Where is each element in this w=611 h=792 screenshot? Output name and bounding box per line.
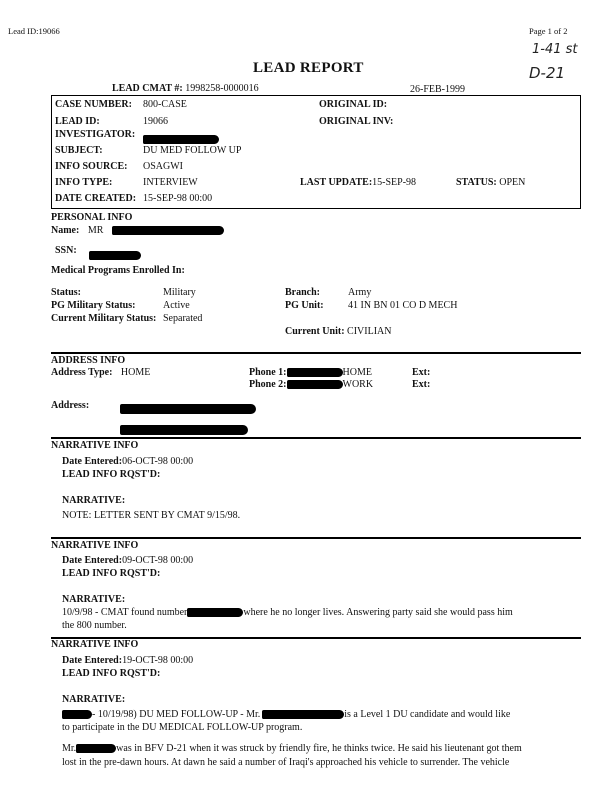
name-prefix: MR bbox=[87, 225, 104, 236]
narrative-2-line-2: the 800 number. bbox=[62, 620, 127, 631]
current-unit-value: CIVILIAN bbox=[347, 326, 392, 337]
info-source-label: INFO SOURCE: bbox=[55, 161, 128, 172]
investigator-label: INVESTIGATOR: bbox=[55, 129, 136, 140]
status-field-label: Status: bbox=[51, 287, 82, 298]
date-created-label: DATE CREATED: bbox=[55, 193, 137, 204]
current-unit-label: Current Unit: bbox=[285, 326, 345, 337]
address-type-value: HOME bbox=[120, 367, 151, 378]
phone-2-type: WORK bbox=[342, 379, 374, 390]
original-id-label: ORIGINAL ID: bbox=[319, 99, 388, 110]
ssn-redaction bbox=[89, 246, 141, 264]
info-source-value: OSAGWI bbox=[143, 161, 183, 172]
narrative-2-rule bbox=[51, 537, 581, 539]
narrative-2-heading: NARRATIVE INFO bbox=[51, 540, 139, 551]
status-label: STATUS: bbox=[456, 177, 497, 188]
cmat-value: 1998258-0000016 bbox=[185, 83, 259, 94]
narrative-3-date bbox=[62, 655, 193, 666]
cmat-label: LEAD CMAT #: bbox=[112, 83, 183, 94]
phone-2-row bbox=[249, 379, 373, 390]
narrative-3-line-3 bbox=[62, 743, 522, 754]
narrative-2-text-b: where he no longer lives. Answering party said she would pass him bbox=[243, 607, 513, 618]
current-military-status-value: Separated bbox=[163, 313, 203, 324]
page-number: Page 1 of 2 bbox=[529, 26, 568, 36]
case-box-bottom-rule bbox=[51, 208, 581, 209]
name-redaction bbox=[112, 226, 224, 235]
narrative-1-text: NOTE: LETTER SENT BY CMAT 9/15/98. bbox=[62, 510, 241, 521]
status-value: OPEN bbox=[499, 177, 526, 188]
address-info-heading: ADDRESS INFO bbox=[51, 355, 126, 366]
name-row bbox=[51, 225, 224, 236]
narrative-3-date-label: Date Entered: bbox=[62, 655, 123, 666]
narrative-2-line-1 bbox=[62, 607, 513, 618]
narrative-3-rqst-label: LEAD INFO RQST'D: bbox=[62, 668, 161, 679]
address-label: Address: bbox=[51, 400, 90, 411]
address-type-label: Address Type: bbox=[51, 367, 113, 378]
pg-military-status-label: PG Military Status: bbox=[51, 300, 136, 311]
handwritten-note-1: 1-41 st bbox=[532, 42, 578, 57]
lead-id-label: LEAD ID: bbox=[55, 116, 100, 127]
narrative-3-text-1b: is a Level 1 DU candidate and would like bbox=[344, 709, 511, 720]
address-redaction-1 bbox=[120, 400, 256, 418]
last-update-value: 15-SEP-98 bbox=[372, 177, 417, 188]
narrative-2-rqst-label: LEAD INFO RQST'D: bbox=[62, 568, 161, 579]
narrative-3-heading: NARRATIVE INFO bbox=[51, 639, 139, 650]
narrative-2-redaction bbox=[187, 608, 243, 617]
status-field-value: Military bbox=[163, 287, 196, 298]
pg-military-status-value: Active bbox=[163, 300, 190, 311]
report-date: 26-FEB-1999 bbox=[410, 84, 465, 95]
address-type-row bbox=[51, 367, 150, 378]
case-box-right-rule bbox=[580, 96, 581, 209]
subject-value: DU MED FOLLOW UP bbox=[143, 145, 242, 156]
lead-id-value: 19066 bbox=[143, 116, 168, 127]
narrative-1-date-label: Date Entered: bbox=[62, 456, 123, 467]
narrative-3-label: NARRATIVE: bbox=[62, 694, 126, 705]
date-created-value: 15-SEP-98 00:00 bbox=[143, 193, 213, 204]
current-military-status-label: Current Military Status: bbox=[51, 313, 157, 324]
narrative-3-line-1 bbox=[62, 709, 510, 720]
narrative-2-date-label: Date Entered: bbox=[62, 555, 123, 566]
last-update-label: LAST UPDATE: bbox=[300, 177, 373, 188]
case-number-value: 800-CASE bbox=[143, 99, 187, 110]
subject-label: SUBJECT: bbox=[55, 145, 103, 156]
info-type-label: INFO TYPE: bbox=[55, 177, 113, 188]
phone-1-row bbox=[249, 367, 372, 378]
case-number-label: CASE NUMBER: bbox=[55, 99, 132, 110]
narrative-1-date-value: 06-OCT-98 00:00 bbox=[122, 456, 194, 467]
narrative-2-text-a: 10/9/98 - CMAT found number bbox=[62, 607, 188, 618]
narrative-3-redaction-1 bbox=[62, 710, 92, 719]
narrative-3-line-2: to participate in the DU MEDICAL FOLLOW-UP program. bbox=[62, 722, 303, 733]
address-section-rule bbox=[51, 352, 581, 354]
page-title: LEAD REPORT bbox=[253, 60, 364, 76]
pg-unit-label: PG Unit: bbox=[285, 300, 324, 311]
cmat-line bbox=[112, 83, 259, 94]
status bbox=[456, 177, 525, 188]
pg-unit-value: 41 IN BN 01 CO D MECH bbox=[348, 300, 458, 311]
narrative-1-rule bbox=[51, 437, 581, 439]
narrative-3-date-value: 19-OCT-98 00:00 bbox=[122, 655, 194, 666]
phone-2-ext-label: Ext: bbox=[412, 379, 431, 390]
lead-id-top: Lead ID:19066 bbox=[8, 26, 60, 36]
narrative-2-date bbox=[62, 555, 193, 566]
narrative-3-text-3a: Mr. bbox=[62, 743, 77, 754]
narrative-3-line-4: lost in the pre-dawn hours. At dawn he said a number of Iraqi's approached his vehicle to surrender. The vehicle bbox=[62, 757, 510, 768]
narrative-2-date-value: 09-OCT-98 00:00 bbox=[122, 555, 194, 566]
narrative-3-text-3b: was in BFV D-21 when it was struck by friendly fire, he thinks twice. He said his lieutenant got them bbox=[116, 743, 522, 754]
narrative-3-redaction-3 bbox=[76, 744, 116, 753]
narrative-3-text-1a: - 10/19/98) DU MED FOLLOW-UP - Mr. bbox=[92, 709, 261, 720]
phone-1-label: Phone 1: bbox=[249, 367, 287, 378]
phone-1-type: HOME bbox=[342, 367, 372, 378]
case-box-left-rule bbox=[51, 96, 52, 209]
handwritten-note-2: D-21 bbox=[529, 64, 566, 82]
ssn-label: SSN: bbox=[55, 245, 77, 256]
current-unit bbox=[285, 326, 391, 337]
narrative-1-rqst-label: LEAD INFO RQST'D: bbox=[62, 469, 161, 480]
phone-1-ext-label: Ext: bbox=[412, 367, 431, 378]
personal-info-heading: PERSONAL INFO bbox=[51, 212, 133, 223]
last-update bbox=[300, 177, 416, 188]
name-label: Name: bbox=[51, 225, 80, 236]
branch-value: Army bbox=[348, 287, 372, 298]
narrative-1-heading: NARRATIVE INFO bbox=[51, 440, 139, 451]
narrative-2-label: NARRATIVE: bbox=[62, 594, 126, 605]
narrative-1-label: NARRATIVE: bbox=[62, 495, 126, 506]
info-type-value: INTERVIEW bbox=[143, 177, 198, 188]
narrative-3-redaction-2 bbox=[262, 710, 344, 719]
original-inv-label: ORIGINAL INV: bbox=[319, 116, 394, 127]
phone-1-redaction bbox=[287, 368, 343, 377]
narrative-1-date bbox=[62, 456, 193, 467]
case-box-top-rule bbox=[51, 95, 581, 96]
phone-2-redaction bbox=[287, 380, 343, 389]
medical-programs-label: Medical Programs Enrolled In: bbox=[51, 265, 185, 276]
branch-label: Branch: bbox=[285, 287, 320, 298]
phone-2-label: Phone 2: bbox=[249, 379, 287, 390]
